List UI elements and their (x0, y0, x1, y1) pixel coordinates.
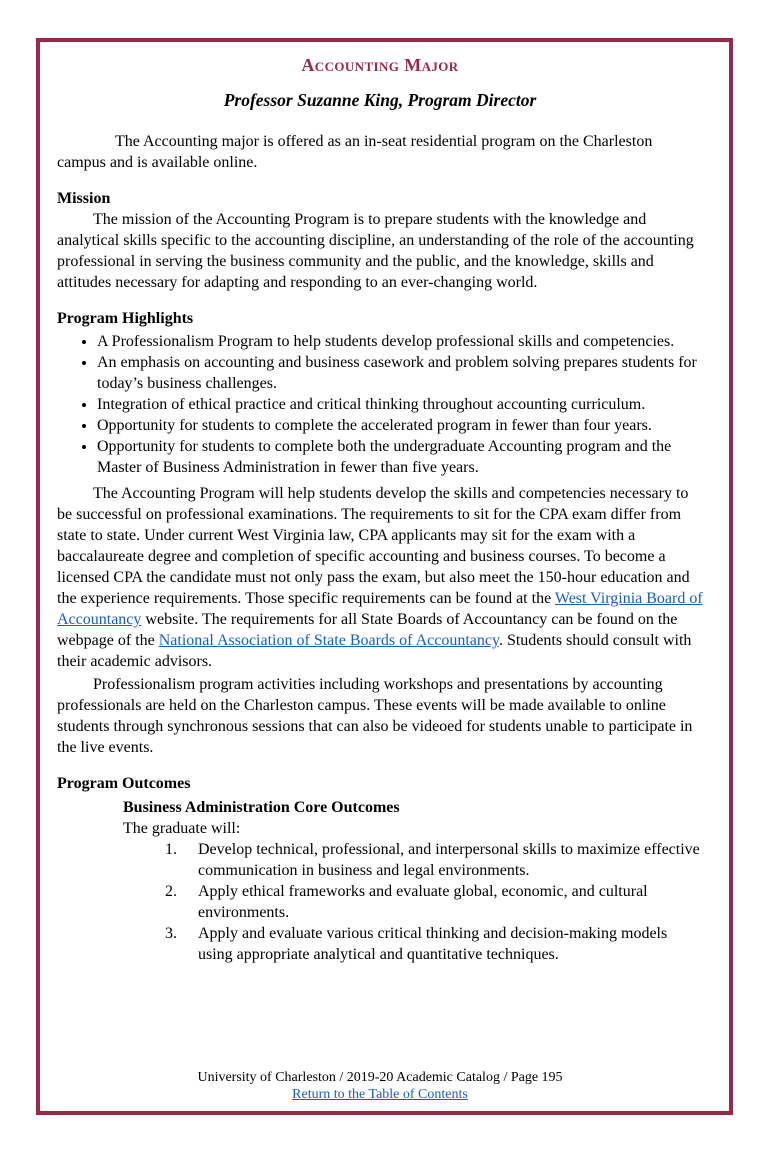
outcome-item (165, 881, 703, 923)
highlight-item: • Integration of ethical practice and critical thinking throughout accounting curriculum. (97, 394, 703, 415)
outcome-number: 3. (165, 925, 177, 942)
cpa-text-segment: The Accounting Program will help students develop the skills and competencies necessary to be successful on professional examinations. The requirements to sit for the CPA exam differ from state to state. Under current West Virginia law, CPA applicants may sit for the exam with a baccalaureate degree and completion of specific accounting and business courses. To become a licensed CPA the candidate must not only pass the exam, but also meet the 150-hour education and the experience requirements. Those specific requirements can be found at the (57, 485, 690, 607)
highlight-item: • An emphasis on accounting and business casework and problem solving prepares students for today’s business challenges. (97, 352, 703, 394)
outcome-text: Apply and evaluate various critical thinking and decision-making models using appropriate analytical and quantitative techniques. (198, 925, 668, 963)
business-admin-core-outcomes-heading: Business Administration Core Outcomes (123, 799, 400, 816)
outcome-item (165, 923, 703, 965)
outcome-number: 1. (165, 841, 177, 858)
cpa-text-segment: website. The requirements for all State Boards of Accountancy can be found on the webpage of the (57, 611, 678, 649)
highlight-item: • A Professionalism Program to help students develop professional skills and competencies. (97, 331, 703, 352)
return-to-table-of-contents-link[interactable]: Return to the Table of Contents (292, 1087, 468, 1102)
outcome-text: Apply ethical frameworks and evaluate global, economic, and cultural environments. (198, 883, 648, 921)
graduate-will-lead: The graduate will: (123, 820, 241, 837)
outcomes-numbered-list (57, 839, 703, 965)
mission-heading: Mission (57, 190, 111, 207)
footer-catalog-text: University of Charleston / 2019-20 Academic Catalog / Page 195 (197, 1070, 563, 1085)
program-highlights-heading: Program Highlights (57, 310, 194, 327)
highlight-item: • Opportunity for students to complete the accelerated program in fewer than four years. (97, 415, 703, 436)
mission-paragraph: The mission of the Accounting Program is to prepare students with the knowledge and analytical skills specific to the accounting discipline, an understanding of the role of the accounting professional in serving the business community and the public, and the knowledge, skills and attitudes necessary for adapting and responding to an ever-changing world. (57, 211, 694, 291)
outcome-item (165, 839, 703, 881)
program-outcomes-heading: Program Outcomes (57, 775, 191, 792)
program-highlights-list (57, 331, 703, 478)
outcome-number: 2. (165, 883, 177, 900)
national-association-state-boards-link[interactable]: National Association of State Boards of Accountancy (158, 632, 499, 649)
cpa-text-segment: . Students should consult with their academic advisors. (57, 632, 692, 670)
professionalism-paragraph: Professionalism program activities including workshops and presentations by accounting professionals are held on the Charleston campus. These events will be made available to online students through synchronous sessions that can also be videoed for students unable to participate in the live events. (57, 676, 693, 756)
highlight-item: • Opportunity for students to complete both the undergraduate Accounting program and the Master of Business Administration in fewer than five years. (97, 436, 703, 478)
page-title: Accounting Major (301, 55, 459, 75)
page-footer (57, 1069, 703, 1103)
program-director-subtitle: Professor Suzanne King, Program Director (223, 90, 537, 110)
west-virginia-board-of-accountancy-link[interactable]: West Virginia Board of Accountancy (57, 590, 703, 628)
document-page (36, 38, 733, 1115)
cpa-requirements-paragraph (57, 483, 703, 672)
intro-paragraph: The Accounting major is offered as an in-seat residential program on the Charleston campus and is available online. (57, 133, 653, 171)
outcome-text: Develop technical, professional, and interpersonal skills to maximize effective communication in business and legal environments. (198, 841, 700, 879)
